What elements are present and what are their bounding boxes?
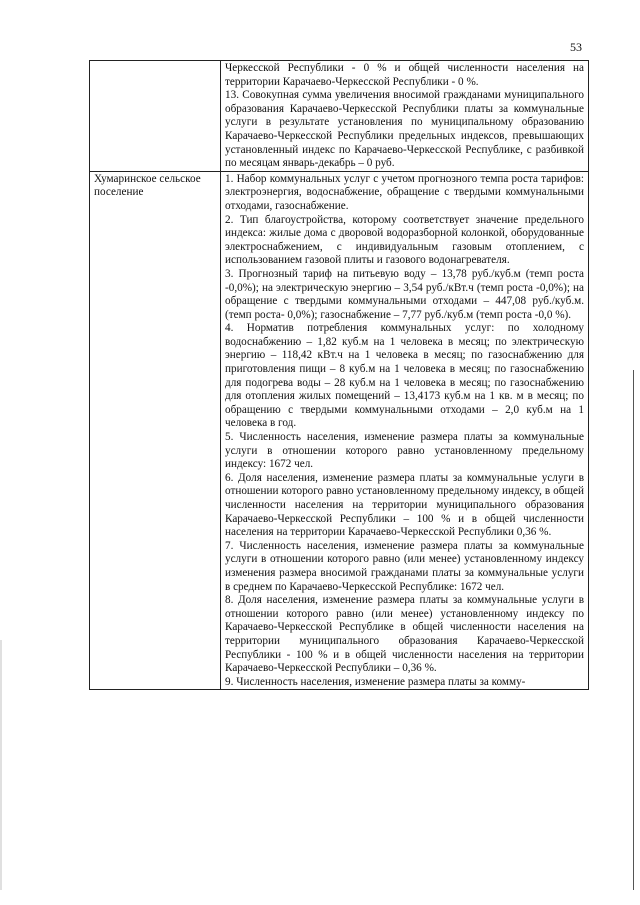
municipality-cell: Хумаринское сельское поселение <box>90 171 221 690</box>
paragraph: 6. Доля населения, изменение размера платы за коммунальные услуги в отношении которого равно установленному предельному индексу, в общей численности населения на территории муниципального образования Карачаево-Черкесской Республики – 100 % и в общей численности населения на территории Карачаево-Черкесской Республики 0,36 %. <box>225 471 584 539</box>
paragraph: 3. Прогнозный тариф на питьевую воду – 13,78 руб./куб.м (темп роста -0,0%); на электрическую энергию – 3,54 руб./кВт.ч (темп роста -0,0%); на обращение с твердыми коммунальными отходами – 447,08 руб./куб.м. (темп роста- 0,0%); газоснабжение – 7,77 руб./куб.м (темп роста -0,0 %). <box>225 267 584 321</box>
paragraph: 8. Доля населения, изменение размера платы за коммунальные услуги в отношении которого равно (или менее) установленному индексу по Карачаево-Черкесской Республике в общей численности населения на территории муниципального образования Карачаево-Черкесской Республики - 100 % и в общей численности населения на территории Карачаево-Черкесской Республики – 0,36 %. <box>225 594 584 675</box>
page-number: 53 <box>570 40 582 54</box>
paragraph: 2. Тип благоустройства, которому соответствует значение предельного индекса: жилые дома с дворовой водоразборной колонкой, оборудованные электроснабжением, с индивидуальным газовым отоплением, с использованием газовой плиты и газового водонагревателя. <box>225 213 584 267</box>
indices-table <box>89 60 589 690</box>
municipality-cell <box>90 61 221 172</box>
scan-edge-right <box>633 370 634 890</box>
details-cell <box>221 61 589 172</box>
scan-edge-left <box>0 640 2 890</box>
paragraph: 13. Совокупная сумма увеличения вносимой гражданами муниципального образования Карачаево-Черкесской Республики платы за коммунальные услуги в результате установления по муниципальному образованию Карачаево-Черкесской Республики предельных индексов, превышающих установленный индекс по Карачаево-Черкесской Республике, с разбивкой по месяцам январь-декабрь – 0 руб. <box>225 89 584 170</box>
paragraph: 7. Численность населения, изменение размера платы за коммунальные услуги в отношении которого равно (или менее) установленному индексу изменения размера вносимой гражданами платы за коммунальные услуги в среднем по Карачаево-Черкесской Республике: 1672 чел. <box>225 539 584 593</box>
table-row <box>90 171 589 690</box>
paragraph: 4. Норматив потребления коммунальных услуг: по холодному водоснабжению – 1,82 куб.м на 1 человека в месяц; по электрическую энергию – 118,42 кВт.ч на 1 человека в месяц; по газоснабжению для приготовления пищи – 8 куб.м на 1 человека в месяц; по газоснабжению для подогрева воды – 28 куб.м на 1 человека в месяц; по газоснабжению для отопления жилых помещений – 13,4173 куб.м на 1 кв. м в месяц; по обращению с твердыми коммунальными отходами – 2,0 куб.м на 1 человека в год. <box>225 322 584 430</box>
paragraph: 9. Численность населения, изменение размера платы за комму- <box>225 675 526 688</box>
paragraph: 1. Набор коммунальных услуг с учетом прогнозного темпа роста тарифов: электроэнергия, водоснабжение, обращение с твердыми коммунальными отходами, газоснабжение. <box>225 172 584 212</box>
paragraph: Черкесской Республики - 0 % и общей численности населения на территории Карачаево-Черкесской Республики - 0 %. <box>225 62 584 88</box>
details-cell <box>221 171 589 690</box>
table-row <box>90 61 589 172</box>
paragraph: 5. Численность населения, изменение размера платы за коммунальные услуги в отношении которого равно установленному предельному индексу: 1672 чел. <box>225 431 584 471</box>
